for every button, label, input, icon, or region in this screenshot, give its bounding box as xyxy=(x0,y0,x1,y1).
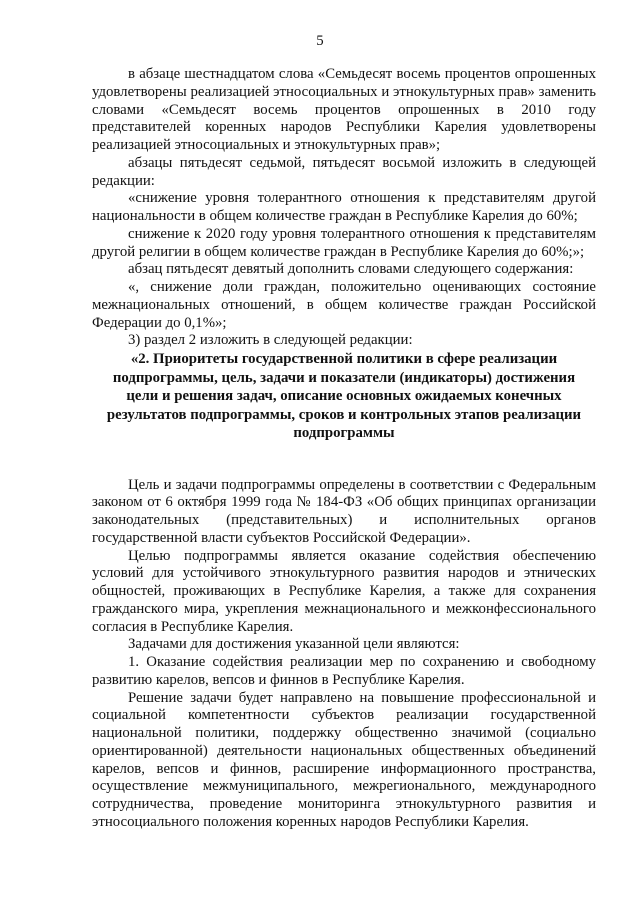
section-spacer xyxy=(92,443,596,477)
paragraph-amend-16: в абзаце шестнадцатом слова «Семьдесят восемь процентов опрошенных удовлетворены реализацией этносоциальных и этнокультурных прав» заменить словами «Семьдесят восемь процентов опрошенных в 2010 году представителей коренных народов Республики Карелия удовлетворены реализацией этносоциальных и этнокультурных прав»; xyxy=(92,66,596,153)
paragraph-amend-59: абзац пятьдесят девятый дополнить словами следующего содержания: xyxy=(128,261,574,278)
paragraph-amend-57-58: абзацы пятьдесят седьмой, пятьдесят восьмой изложить в следующей редакции: xyxy=(92,154,596,189)
paragraph-goal-basis: Цель и задачи подпрограммы определены в соответствии с Федеральным законом от 6 октября 1999 года № 184-ФЗ «Об общих принципах организации законодательных (представительных) и исполнительных органов государственной власти субъектов Российской Федерации». xyxy=(92,476,596,546)
paragraph-task-1: 1. Оказание содействия реализации мер по сохранению и свободному развитию карелов, вепсов и финнов в Республике Карелия. xyxy=(92,654,596,688)
paragraph-goal: Целью подпрограммы является оказание содействия обеспечению условий для устойчивого этнокультурного развития народов и этнических общностей, проживающих в Республике Карелия, а также для сохранения гражданского мира, укрепления межнационального и межконфессионального согласия в Республике Карелия. xyxy=(92,547,596,635)
page-number: 5 xyxy=(316,33,324,49)
paragraph-quote-religion: снижение к 2020 году уровня толерантного отношения к представителям другой религии в общем количестве граждан в Республике Карелия до 60%;»; xyxy=(92,225,596,260)
section-heading: «2. Приоритеты государственной политики в сфере реализации подпрограммы, цель, задачи и показатели (индикаторы) достижения цели и решения задач, описание основных ожидаемых конечных результатов подпрограммы, сроков и контрольных этапов реализации подпрограммы xyxy=(106,351,582,441)
document-body xyxy=(92,66,596,832)
paragraph-section-2: 3) раздел 2 изложить в следующей редакции: xyxy=(128,332,413,349)
paragraph-tasks-intro: Задачами для достижения указанной цели являются: xyxy=(128,636,460,653)
paragraph-quote-nationality: «снижение уровня толерантного отношения к представителям другой национальности в общем количестве граждан в Республике Карелия до 60%; xyxy=(92,190,596,224)
paragraph-quote-relations: «, снижение доли граждан, положительно оценивающих состояние межнациональных отношений, в общем количестве граждан Российской Федерации до 0,1%»; xyxy=(92,279,596,331)
paragraph-task-solution: Решение задачи будет направлено на повышение профессиональной и социальной компетентности субъектов реализации государственной национальной политики, поддержку общественно значимой (социально ориентированной) деятельности национальных общественных объединений карелов, вепсов и финнов, расширение информационного пространства, осуществление межмуниципального, межрегионального, международного сотрудничества, проведение мониторинга этнокультурного развития и этносоциального положения коренных народов Республики Карелия. xyxy=(92,689,596,830)
